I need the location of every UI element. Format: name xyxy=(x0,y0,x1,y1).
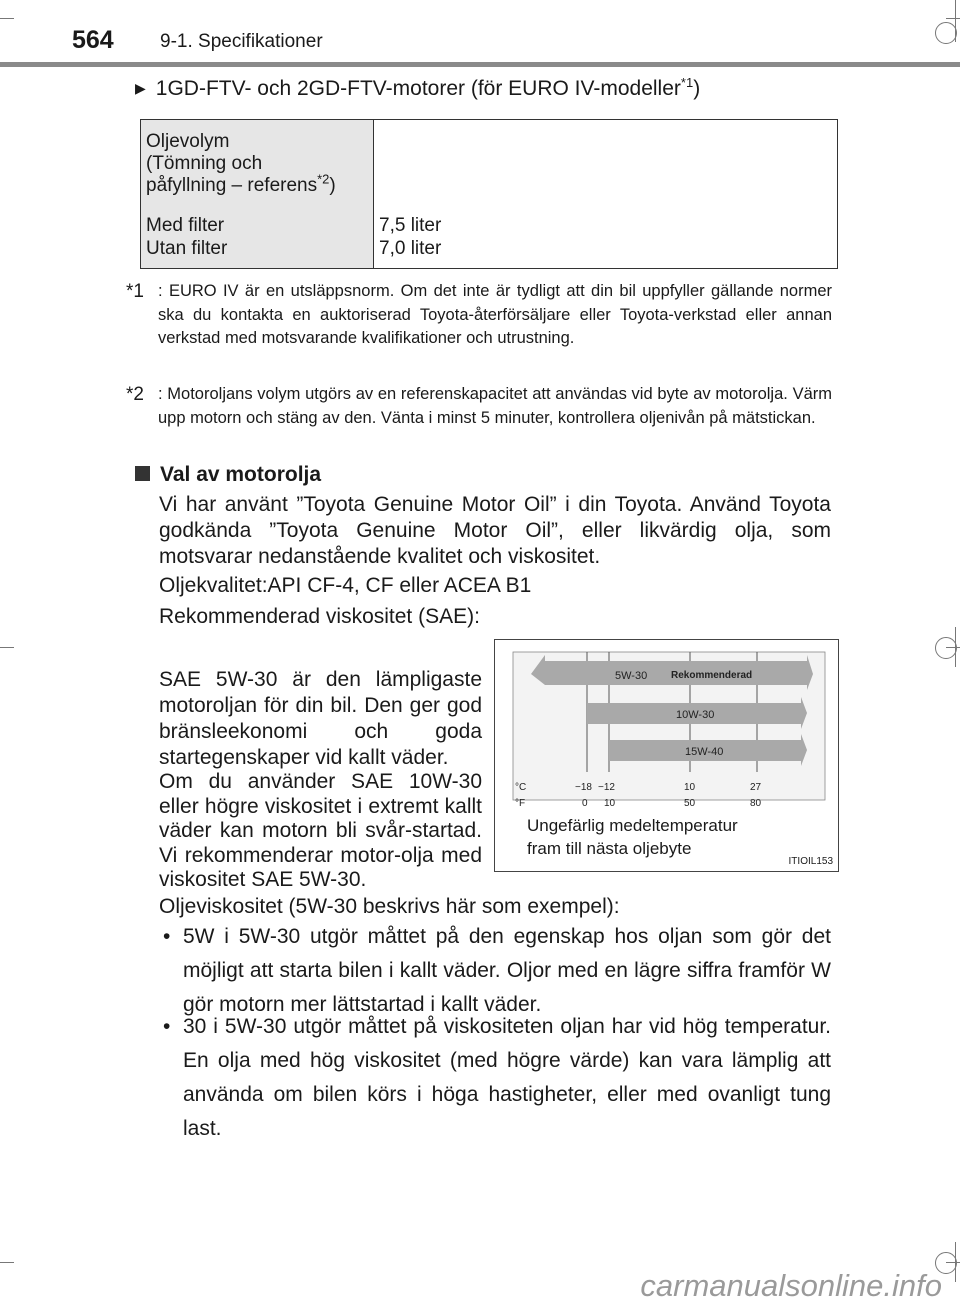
table-row-value: 7,5 liter xyxy=(379,215,442,236)
page-number: 564 xyxy=(72,26,114,54)
viscosity-chart xyxy=(494,639,839,872)
bullet-item: • 30 i 5W-30 utgör måttet på viskositeten oljan har vid hög temperatur. En olja med hög viskositet (med högre värde) kan vara lämplig att använda om bilen körs i höga hastigheter, eller med ovanligt tung last. xyxy=(163,1015,831,1140)
celsius-tick: −12 xyxy=(598,782,615,793)
oil-quality: Oljekvalitet:API CF-4, CF eller ACEA B1 xyxy=(159,574,532,597)
bar-label-15w40: 15W-40 xyxy=(685,746,724,758)
bar-tag-recommended: Rekommenderad xyxy=(671,670,753,681)
fahrenheit-unit: °F xyxy=(515,798,526,809)
celsius-tick: 27 xyxy=(750,782,762,793)
table-row-value: 7,0 liter xyxy=(379,238,442,259)
triangle-bullet-icon: ▶ xyxy=(135,80,146,96)
table-row-label: Med filter xyxy=(146,215,225,236)
intro-paragraph: Vi har använt ”Toyota Genuine Motor Oil” i din Toyota. Använd Toyota godkända ”Toyota Genuine Motor Oil”, eller likvärdig olja, som motsvarar nedanstående kvalitet och viskositet. xyxy=(159,493,831,568)
fahrenheit-tick: 0 xyxy=(582,798,588,809)
fahrenheit-tick: 50 xyxy=(684,798,696,809)
chart-caption: Ungefärlig medeltemperatur fram till nästa oljebyte xyxy=(527,816,738,858)
fahrenheit-tick: 10 xyxy=(604,798,616,809)
sae-high-paragraph: Om du använder SAE 10W-30 eller högre viskositet i extremt kallt väder kan motorn bli svår-startad. Vi rekommenderar motor-olja med viskositet SAE 5W-30. xyxy=(159,770,482,891)
oil-capacity-table xyxy=(140,119,838,269)
viscosity-intro: Oljeviskositet (5W-30 beskrivs här som exempel): xyxy=(159,895,620,918)
figure-code: ITIOIL153 xyxy=(788,856,833,867)
subheading: Val av motorolja xyxy=(135,463,321,487)
square-bullet-icon xyxy=(135,466,150,481)
bullet-item: • 5W i 5W-30 utgör måttet på den egenskap hos oljan som gör det möjligt att starta bilen i kallt väder. Oljor med en lägre siffra framför W gör motorn mer lättstartad i kallt väder. xyxy=(163,925,831,1016)
fahrenheit-tick: 80 xyxy=(750,798,762,809)
celsius-tick: −18 xyxy=(575,782,592,793)
footnote-2: *2 : Motoroljans volym utgörs av en referenskapacitet att användas vid byte av motorolja. Värm upp motorn och stäng av den. Vänta i minst 5 minuter, kontrollera oljenivån på mätstickan. xyxy=(126,384,832,427)
section-title: 9-1. Specifikationer xyxy=(160,31,323,52)
bar-label-10w30: 10W-30 xyxy=(676,709,715,721)
celsius-unit: °C xyxy=(515,782,527,793)
header-rule xyxy=(0,62,960,67)
table-row-label: Utan filter xyxy=(146,238,228,259)
celsius-tick: 10 xyxy=(684,782,696,793)
engine-heading: ▶ 1GD-FTV- och 2GD-FTV-motorer (för EURO IV-modeller$^{*1}$) xyxy=(135,75,701,100)
table-label-header: Oljevolym (Tömning och påfyllning – referens$^{*2}$) xyxy=(146,131,336,196)
recommended-viscosity: Rekommenderad viskositet (SAE): xyxy=(159,605,480,628)
sae-best-paragraph: SAE 5W-30 är den lämpligaste motoroljan för din bil. Den ger god bränsleekonomi och goda startegenskaper vid kallt väder. xyxy=(159,668,482,769)
watermark: carmanualsonline.info xyxy=(640,1268,942,1303)
footnote-1: *1 : EURO IV är en utsläppsnorm. Om det inte är tydligt att din bil uppfyller gällande normer ska du kontakta en auktoriserad Toyota-återförsäljare eller Toyota-verkstad eller annan verkstad med motsvarande kvalifikationer och utrustning. xyxy=(126,281,832,347)
bar-label-5w30: 5W-30 xyxy=(615,670,648,682)
